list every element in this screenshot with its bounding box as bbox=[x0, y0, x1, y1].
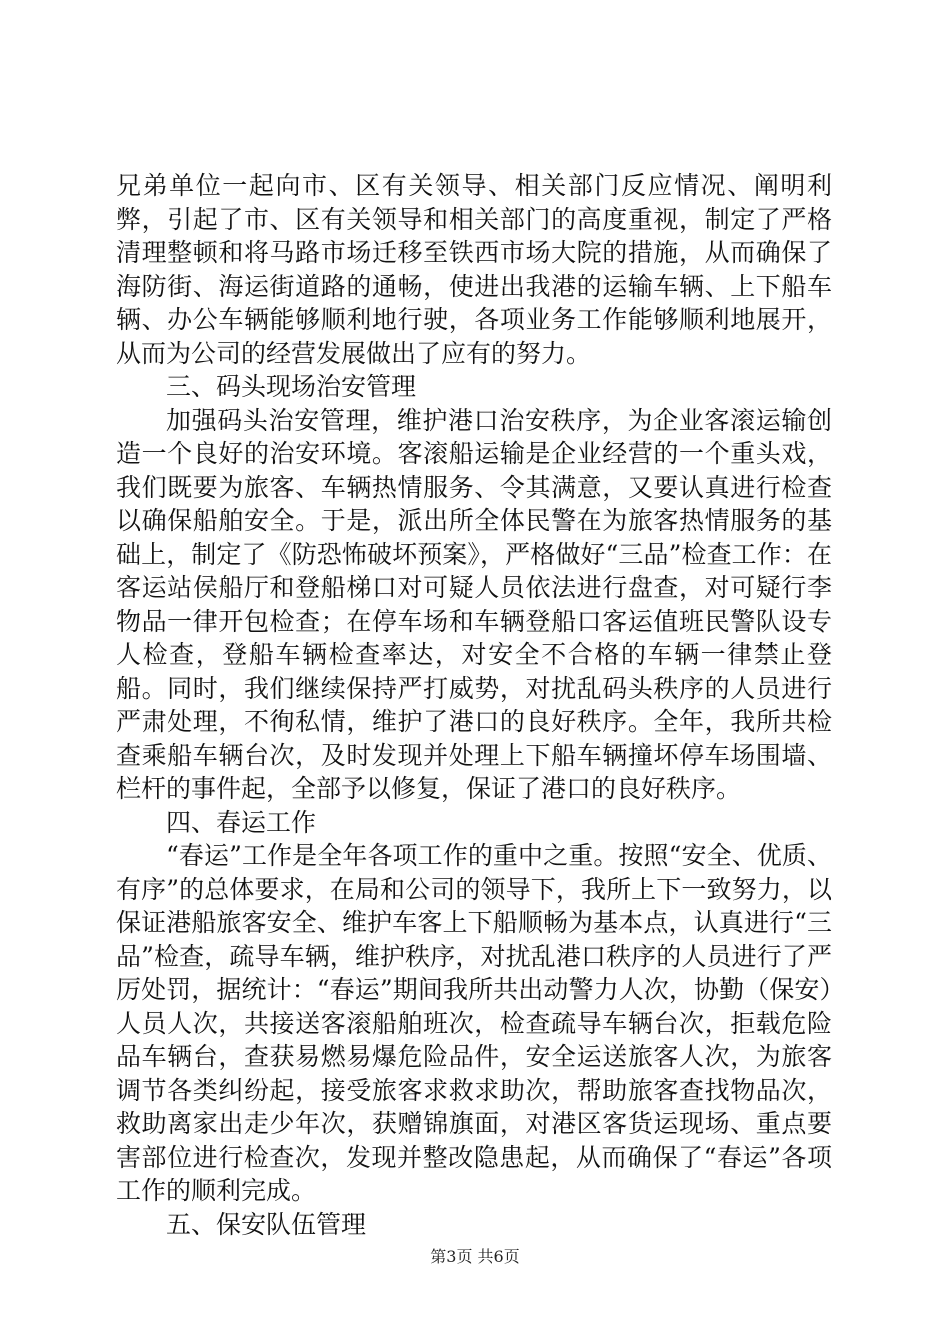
page-footer: 第3页 共6页 bbox=[430, 1247, 520, 1266]
section-heading-3: 三、码头现场治安管理 bbox=[166, 372, 417, 401]
paragraph-spring-transport: “春运”工作是全年各项工作的重中之重。按照“安全、优质、有序”的总体要求，在局和公司的领导下，我所上下一致努力，以保证港船旅客安全、维护车客上下船顺畅为基本点，认真进行“三品”检查，疏导车辆，维护秩序，对扰乱港口秩序的人员进行了严厉处罚，据统计：“春运”期间我所共出动警力人次，协勤（保安）人员人次，共接送客滚船舶班次，检查疏导车辆台次，拒载危险品车辆台，查获易燃易爆危险品件，安全运送旅客人次，为旅客调节各类纠纷起，接受旅客求救求助次，帮助旅客查找物品次，救助离家出走少年次，获赠锦旗面，对港区客货运现场、重点要害部位进行检查次，发现并整改隐患起，从而确保了“春运”各项工作的顺利完成。 bbox=[116, 841, 832, 1205]
section-heading-5: 五、保安队伍管理 bbox=[166, 1209, 367, 1239]
paragraph-dock-security: 加强码头治安管理，维护港口治安秩序，为企业客滚运输创造一个良好的治安环境。客滚船运输是企业经营的一个重头戏，我们既要为旅客、车辆热情服务、令其满意，又要认真进行检查以确保船舶安全。于是，派出所全体民警在为旅客热情服务的基础上，制定了《防恐怖破坏预案》，严格做好“三品”检查工作：在客运站侯船厅和登船梯口对可疑人员依法进行盘查，对可疑行李物品一律开包检查；在停车场和车辆登船口客运值班民警队设专人检查，登船车辆检查率达，对安全不合格的车辆一律禁止登船。同时，我们继续保持严打威势，对扰乱码头秩序的人员进行严肃处理，不徇私情，维护了港口的良好秩序。全年，我所共检查乘船车辆台次，及时发现并处理上下船车辆撞坏停车场围墙、栏杆的事件起，全部予以修复，保证了港口的良好秩序。 bbox=[116, 405, 832, 803]
document-body bbox=[116, 169, 832, 1241]
paragraph-continuation: 兄弟单位一起向市、区有关领导、相关部门反应情况、阐明利弊，引起了市、区有关领导和相关部门的高度重视，制定了严格清理整顿和将马路市场迁移至铁西市场大院的措施，从而确保了海防街、海运街道路的通畅，使进出我港的运输车辆、上下船车辆、办公车辆能够顺利地行驶，各项业务工作能够顺利地展开，从而为公司的经营发展做出了应有的努力。 bbox=[116, 171, 832, 368]
section-heading-4: 四、春运工作 bbox=[166, 807, 317, 837]
